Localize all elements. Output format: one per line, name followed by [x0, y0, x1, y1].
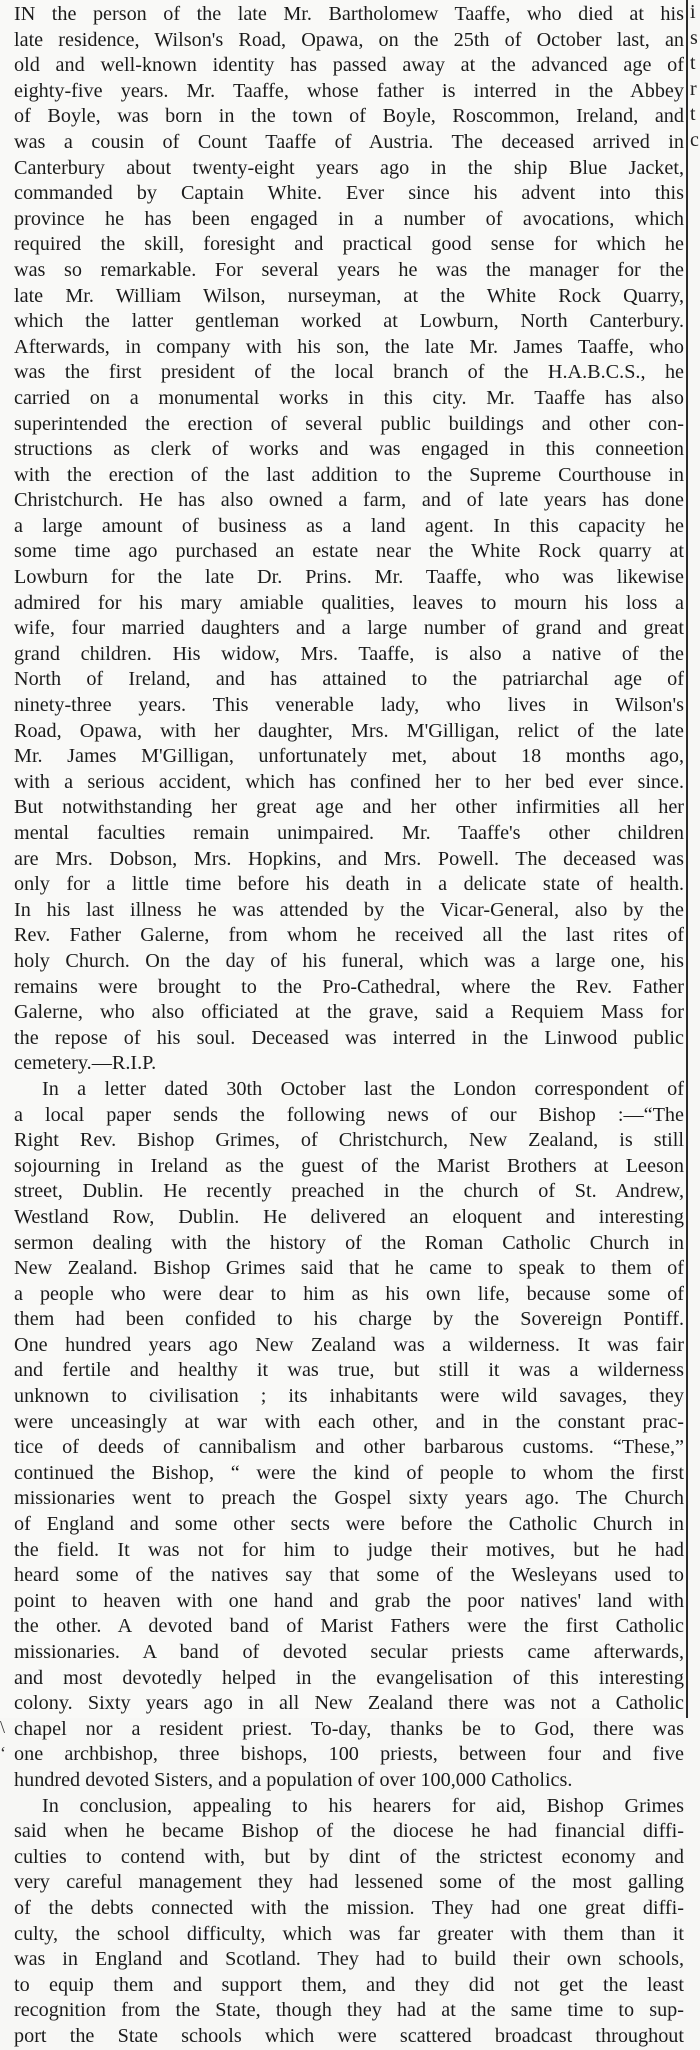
text-line: point to heaven with one hand and grab the poor natives' land with: [14, 1589, 684, 1612]
bleed-letter: [690, 1459, 700, 1485]
text-line: was in England and Scotland. They had to build their own schools,: [14, 1948, 684, 1971]
text-line: a people who were dear to him as his own life, because some of: [14, 1282, 684, 1305]
text-line: Right Rev. Bishop Grimes, of Christchurch, New Zealand, is still: [14, 1129, 684, 1152]
text-line: one archbishop, three bishops, 100 priests, between four and five: [14, 1743, 684, 1766]
bleed-letter: [690, 1254, 700, 1280]
text-line: and most devotedly helped in the evangelisation of this interesting: [14, 1666, 684, 1689]
text-line: continued the Bishop, “ were the kind of people to whom the first: [14, 1461, 684, 1484]
bleed-letter: s: [690, 26, 698, 49]
text-line: of England and some other sects were before the Catholic Church in: [14, 1513, 684, 1536]
bleed-letter: [690, 665, 700, 691]
bleed-letter: [690, 870, 700, 896]
text-line: culties to contend with, but by dint of the strictest economy and: [14, 1845, 684, 1868]
bleed-letter: [690, 1229, 700, 1255]
bleed-letter: [690, 845, 700, 871]
text-line: the repose of his soul. Deceased was interred in the Linwood public: [14, 1026, 684, 1049]
text-line: was so remarkable. For several years he was the manager for the: [14, 258, 684, 281]
text-line: grand children. His widow, Mrs. Taaffe, is also a native of the: [14, 642, 684, 665]
text-line: Galerne, who also officiated at the grave, said a Requiem Mass for: [14, 1001, 684, 1024]
text-line: late residence, Wilson's Road, Opawa, on the 25th of October last, an: [14, 28, 684, 51]
text-line: a local paper sends the following news of our Bishop :—“The: [14, 1103, 684, 1126]
text-line: superintended the erection of several public buildings and other con-: [14, 412, 684, 435]
bleed-letter: [690, 589, 700, 615]
text-line: to equip them and support them, and they did not get the least: [14, 1973, 684, 1996]
text-line: heard some of the natives say that some of the Wesleyans used to: [14, 1564, 684, 1587]
text-line: wife, four married daughters and a large number of grand and great: [14, 617, 684, 640]
bleed-letter: [690, 1152, 700, 1178]
text-line: IN the person of the late Mr. Bartholomew Taaffe, who died at his: [14, 3, 684, 25]
bleed-letter: [690, 1715, 700, 1741]
bleed-letter: [690, 1331, 700, 1357]
bleed-letter: [690, 742, 700, 768]
text-line: with a serious accident, which has confined her to her bed ever since.: [14, 770, 684, 793]
bleed-letter: [690, 1356, 700, 1382]
text-line: of the debts connected with the mission. They had one great diffi-: [14, 1896, 684, 1919]
bleed-letter: [690, 614, 700, 640]
text-line: tice of deeds of cannibalism and other barbarous customs. “These,”: [14, 1436, 684, 1459]
bleed-letter: [690, 410, 700, 436]
bleed-letter: [690, 512, 700, 538]
bleed-letter: r: [690, 77, 697, 100]
column-rule: [686, 0, 688, 1718]
bleed-letter: [690, 1536, 700, 1562]
bleed-letter: [690, 256, 700, 282]
text-line: a large amount of business as a land agent. In this capacity he: [14, 514, 684, 537]
text-line: recognition from the State, though they had at the same time to sup-: [14, 1999, 684, 2022]
bleed-letter: [690, 819, 700, 845]
bleed-letter: [690, 1510, 700, 1536]
text-line: admired for his mary amiable qualities, leaves to mourn his loss a: [14, 591, 684, 614]
bleed-letter: [690, 1638, 700, 1664]
text-line: the other. A devoted band of Marist Fathers were the first Catholic: [14, 1615, 684, 1638]
bleed-letter: [690, 1126, 700, 1152]
text-line: old and well-known identity has passed away at the advanced age of: [14, 54, 684, 77]
text-line: sermon dealing with the history of the Roman Catholic Church in: [14, 1231, 684, 1254]
text-line: culty, the school difficulty, which was far greater with them than it: [14, 1922, 684, 1945]
article-body: [14, 2, 684, 2050]
text-line: street, Dublin. He recently preached in the church of St. Andrew,: [14, 1180, 684, 1203]
bleed-letter: [690, 998, 700, 1024]
bleed-letter: [690, 1203, 700, 1229]
bleed-letter: [690, 179, 700, 205]
bleed-letter: [690, 461, 700, 487]
text-line: North of Ireland, and has attained to the patriarchal age of: [14, 668, 684, 691]
text-line: unknown to civilisation ; its inhabitants were wild savages, they: [14, 1385, 684, 1408]
text-line: sojourning in Ireland as the guest of the Marist Brothers at Leeson: [14, 1154, 684, 1177]
text-line: Canterbury about twenty-eight years ago in the ship Blue Jacket,: [14, 156, 684, 179]
text-line: were unceasingly at war with each other, and in the constant prac-: [14, 1410, 684, 1433]
text-line: ninety-three years. This venerable lady, who lives in Wilson's: [14, 694, 684, 717]
text-line: some time ago purchased an estate near the White Rock quarry at: [14, 540, 684, 563]
margin-mark: \: [0, 1717, 6, 1738]
text-line: which the latter gentleman worked at Lowburn, North Canterbury.: [14, 310, 684, 333]
text-line: required the skill, foresight and practical good sense for which he: [14, 233, 684, 256]
text-line: mental faculties remain unimpaired. Mr. Taaffe's other children: [14, 822, 684, 844]
bleed-letter: [690, 947, 700, 973]
text-line: missionaries. A band of devoted secular priests came afterwards,: [14, 1641, 684, 1663]
text-line: carried on a monumental works in this city. Mr. Taaffe has also: [14, 386, 684, 409]
text-line: missionaries went to preach the Gospel sixty years ago. The Church: [14, 1487, 684, 1510]
bleed-letter: [690, 205, 700, 231]
bleed-letter: [690, 1280, 700, 1306]
bleed-letter: [690, 1049, 700, 1075]
bleed-letter: [690, 230, 700, 256]
bleed-letter: [690, 1612, 700, 1638]
text-line: Afterwards, in company with his son, the late Mr. James Taaffe, who: [14, 335, 684, 358]
text-line: Lowburn for the late Dr. Prins. Mr. Taaffe, who was likewise: [14, 566, 684, 589]
bleed-letter: [690, 896, 700, 922]
bleed-letter: [690, 358, 700, 384]
bleed-letter: [690, 1177, 700, 1203]
bleed-letter: [690, 1587, 700, 1613]
bleed-letter: [690, 435, 700, 461]
text-line: One hundred years ago New Zealand was a wilderness. It was fair: [14, 1333, 684, 1356]
text-line: port the State schools which were scattered broadcast throughout: [14, 2024, 684, 2047]
bleed-letter: [690, 1408, 700, 1434]
bleed-letter: [690, 1305, 700, 1331]
bleed-letter: [690, 1561, 700, 1587]
bleed-letter: i: [690, 1, 696, 23]
bleed-letter: [690, 973, 700, 999]
bleed-letter: t: [690, 103, 696, 126]
bleed-letter: [690, 1382, 700, 1408]
text-line: cemetery.—R.I.P.: [14, 1052, 157, 1075]
text-line: with the erection of the last addition to the Supreme Courthouse in: [14, 463, 684, 486]
bleed-letter: [690, 282, 700, 308]
text-line: colony. Sixty years ago in all New Zealand there was not a Catholic: [14, 1692, 684, 1715]
text-line: chapel nor a resident priest. To-day, thanks be to God, there was: [14, 1717, 684, 1740]
text-line: eighty-five years. Mr. Taaffe, whose father is interred in the Abbey: [14, 79, 684, 102]
text-line: hundred devoted Sisters, and a population of over 100,000 Catholics.: [14, 1768, 573, 1791]
bleed-letter: [690, 154, 700, 180]
bleed-letter: [690, 333, 700, 359]
text-line: structions as clerk of works and was engaged in this conneetion: [14, 438, 684, 461]
adjacent-column-edge: [690, 0, 700, 1718]
text-line: was the first president of the local branch of the H.A.B.C.S., he: [14, 361, 684, 384]
text-line: In a letter dated 30th October last the London correspondent of: [42, 1077, 684, 1100]
bleed-letter: [690, 307, 700, 333]
text-line: New Zealand. Bishop Grimes said that he came to speak to them of: [14, 1257, 684, 1280]
bleed-letter: [690, 1484, 700, 1510]
bleed-letter: [690, 691, 700, 717]
text-line: them had been confided to his charge by the Sovereign Pontiff.: [14, 1308, 684, 1331]
text-line: Westland Row, Dublin. He delivered an eloquent and interesting: [14, 1205, 684, 1228]
text-line: But notwithstanding her great age and her other infirmities all her: [14, 796, 684, 819]
text-line: holy Church. On the day of his funeral, which was a large one, his: [14, 949, 684, 972]
text-line: of Boyle, was born in the town of Boyle, Roscommon, Ireland, and: [14, 105, 684, 128]
text-line: was a cousin of Count Taaffe of Austria. The deceased arrived in: [14, 130, 684, 153]
bleed-letter: c: [690, 128, 699, 151]
text-line: Rev. Father Galerne, from whom he received all the last rites of: [14, 924, 684, 947]
text-line: Christchurch. He has also owned a farm, and of late years has done: [14, 489, 684, 512]
text-line: very careful management they had lessened some of the most galling: [14, 1871, 684, 1894]
text-line: Mr. James M'Gilligan, unfortunately met, about 18 months ago,: [14, 745, 684, 768]
bleed-letter: [690, 793, 700, 819]
text-line: only for a little time before his death in a delicate state of health.: [14, 873, 684, 896]
text-line: Road, Opawa, with her daughter, Mrs. M'Gilligan, relict of the late: [14, 719, 684, 742]
text-line: remains were brought to the Pro-Cathedral, where the Rev. Father: [14, 975, 684, 998]
text-line: said when he became Bishop of the diocese he had financial diffi-: [14, 1820, 684, 1843]
bleed-letter: [690, 384, 700, 410]
bleed-letter: [690, 768, 700, 794]
bleed-letter: [690, 717, 700, 743]
text-line: In conclusion, appealing to his hearers for aid, Bishop Grimes: [42, 1794, 684, 1817]
bleed-letter: [690, 1433, 700, 1459]
text-line: the field. It was not for him to judge their motives, but he had: [14, 1538, 684, 1561]
text-line: In his last illness he was attended by the Vicar-General, also by the: [14, 898, 684, 921]
text-line: are Mrs. Dobson, Mrs. Hopkins, and Mrs. Powell. The deceased was: [14, 847, 684, 870]
text-line: and fertile and healthy it was true, but still it was a wilderness: [14, 1359, 684, 1382]
bleed-letter: [690, 1689, 700, 1715]
text-line: province he has been engaged in a number of avocations, which: [14, 207, 684, 230]
text-line: commanded by Captain White. Ever since his advent into this: [14, 182, 684, 205]
bleed-letter: [690, 486, 700, 512]
bleed-letter: [690, 640, 700, 666]
bleed-letter: [690, 1024, 700, 1050]
bleed-letter: [690, 1075, 700, 1101]
bleed-letter: [690, 1664, 700, 1690]
margin-mark: ‘: [0, 1742, 6, 1763]
text-line: late Mr. William Wilson, nurseyman, at the White Rock Quarry,: [14, 284, 684, 307]
bleed-letter: t: [690, 52, 696, 75]
bleed-letter: [690, 537, 700, 563]
bleed-letter: [690, 921, 700, 947]
bleed-letter: [690, 563, 700, 589]
bleed-letter: [690, 1101, 700, 1127]
